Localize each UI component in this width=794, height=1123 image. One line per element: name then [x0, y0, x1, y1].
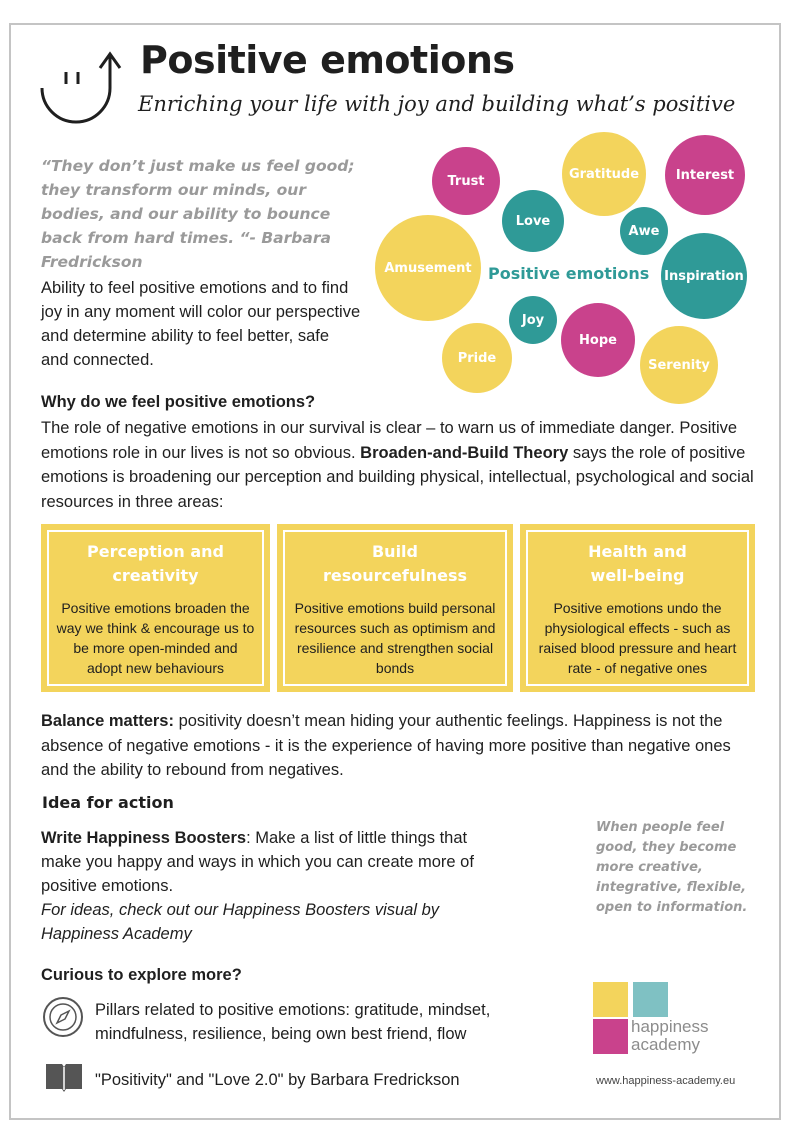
area-text: Positive emotions build personal resources such as optimism and resilience and strengthen social bonds	[294, 600, 496, 676]
balance-paragraph: Balance matters: positivity doesn’t mean hiding your authentic feelings. Happiness is not the absence of negative emotions - it is the experience of having more positive than negative ones and the ability to rebound from negatives.	[41, 712, 731, 779]
bubble-trust: Trust	[432, 147, 500, 215]
website-link[interactable]: www.happiness-academy.eu	[596, 1075, 736, 1087]
area-box-health	[520, 524, 755, 692]
page-title: Positive emotions	[140, 38, 515, 82]
compass-icon	[41, 995, 85, 1039]
logo-square-yellow	[593, 982, 628, 1017]
logo-square-teal	[633, 982, 668, 1017]
bubble-interest: Interest	[665, 135, 745, 215]
side-quote: When people feel good, they become more creative, integrative, flexible, open to information.	[596, 820, 748, 915]
idea-note: For ideas, check out our Happiness Boosters visual by Happiness Academy	[41, 901, 440, 943]
brand-name: happiness academy	[631, 1017, 709, 1054]
explore-heading: Curious to explore more?	[41, 966, 242, 984]
intro-paragraph: Ability to feel positive emotions and to find joy in any moment will color our perspective and determine ability to feel better, safe and connected.	[41, 279, 361, 369]
bubble-serenity: Serenity	[640, 326, 718, 404]
logo-square-pink	[593, 1019, 628, 1054]
area-title: Perception and creativity	[87, 542, 224, 585]
bubble-love: Love	[502, 190, 564, 252]
area-title: Health and well-being	[588, 542, 687, 585]
bubble-joy: Joy	[509, 296, 557, 344]
idea-heading: Idea for action	[42, 793, 174, 812]
bubble-amusement: Amusement	[375, 215, 481, 321]
area-box-resourcefulness	[277, 524, 513, 692]
book-recommendation: "Positivity" and "Love 2.0" by Barbara Fredrickson	[95, 1071, 460, 1089]
bubble-gratitude: Gratitude	[562, 132, 646, 216]
bubble-pride: Pride	[442, 323, 512, 393]
book-icon	[43, 1058, 85, 1094]
positive-emotions-label: Positive emotions	[488, 264, 650, 283]
theory-name: Broaden-and-Build Theory	[360, 443, 569, 462]
pillars-text: Pillars related to positive emotions: gratitude, mindset, mindfulness, resilience, being own best friend, flow	[95, 1001, 491, 1043]
area-text: Positive emotions broaden the way we think & encourage us to be more open-minded and adopt new behaviours	[56, 600, 255, 676]
area-title: Build resourcefulness	[323, 542, 467, 585]
why-heading: Why do we feel positive emotions?	[41, 393, 316, 411]
bubble-inspiration: Inspiration	[661, 233, 747, 319]
page-subtitle: Enriching your life with joy and building what’s positive	[138, 92, 736, 116]
bubble-awe: Awe	[620, 207, 668, 255]
bubble-hope: Hope	[561, 303, 635, 377]
smile-arrow-logo-icon	[38, 44, 128, 128]
why-paragraph: The role of negative emotions in our survival is clear – to warn us of immediate danger. Positive emotions role in our lives is not so obvious. Broaden-and-Build Theory says the role of positive emotions is broadening our perception and building physical, intellectual, psychological and social resources in three areas:	[41, 419, 754, 511]
area-box-perception	[41, 524, 270, 692]
fredrickson-quote: “They don’t just make us feel good; they transform our minds, our bodies, and our ability to bounce back from hard times. “- Barbara Fredrickson	[41, 157, 355, 271]
idea-paragraph: Write Happiness Boosters: Make a list of little things that make you happy and ways in which you can create more of positive emotions. For ideas, check out our Happiness Boosters visual by Happiness Academy	[41, 829, 474, 943]
area-text: Positive emotions undo the physiological effects - such as raised blood pressure and heart rate - of negative ones	[538, 600, 737, 676]
